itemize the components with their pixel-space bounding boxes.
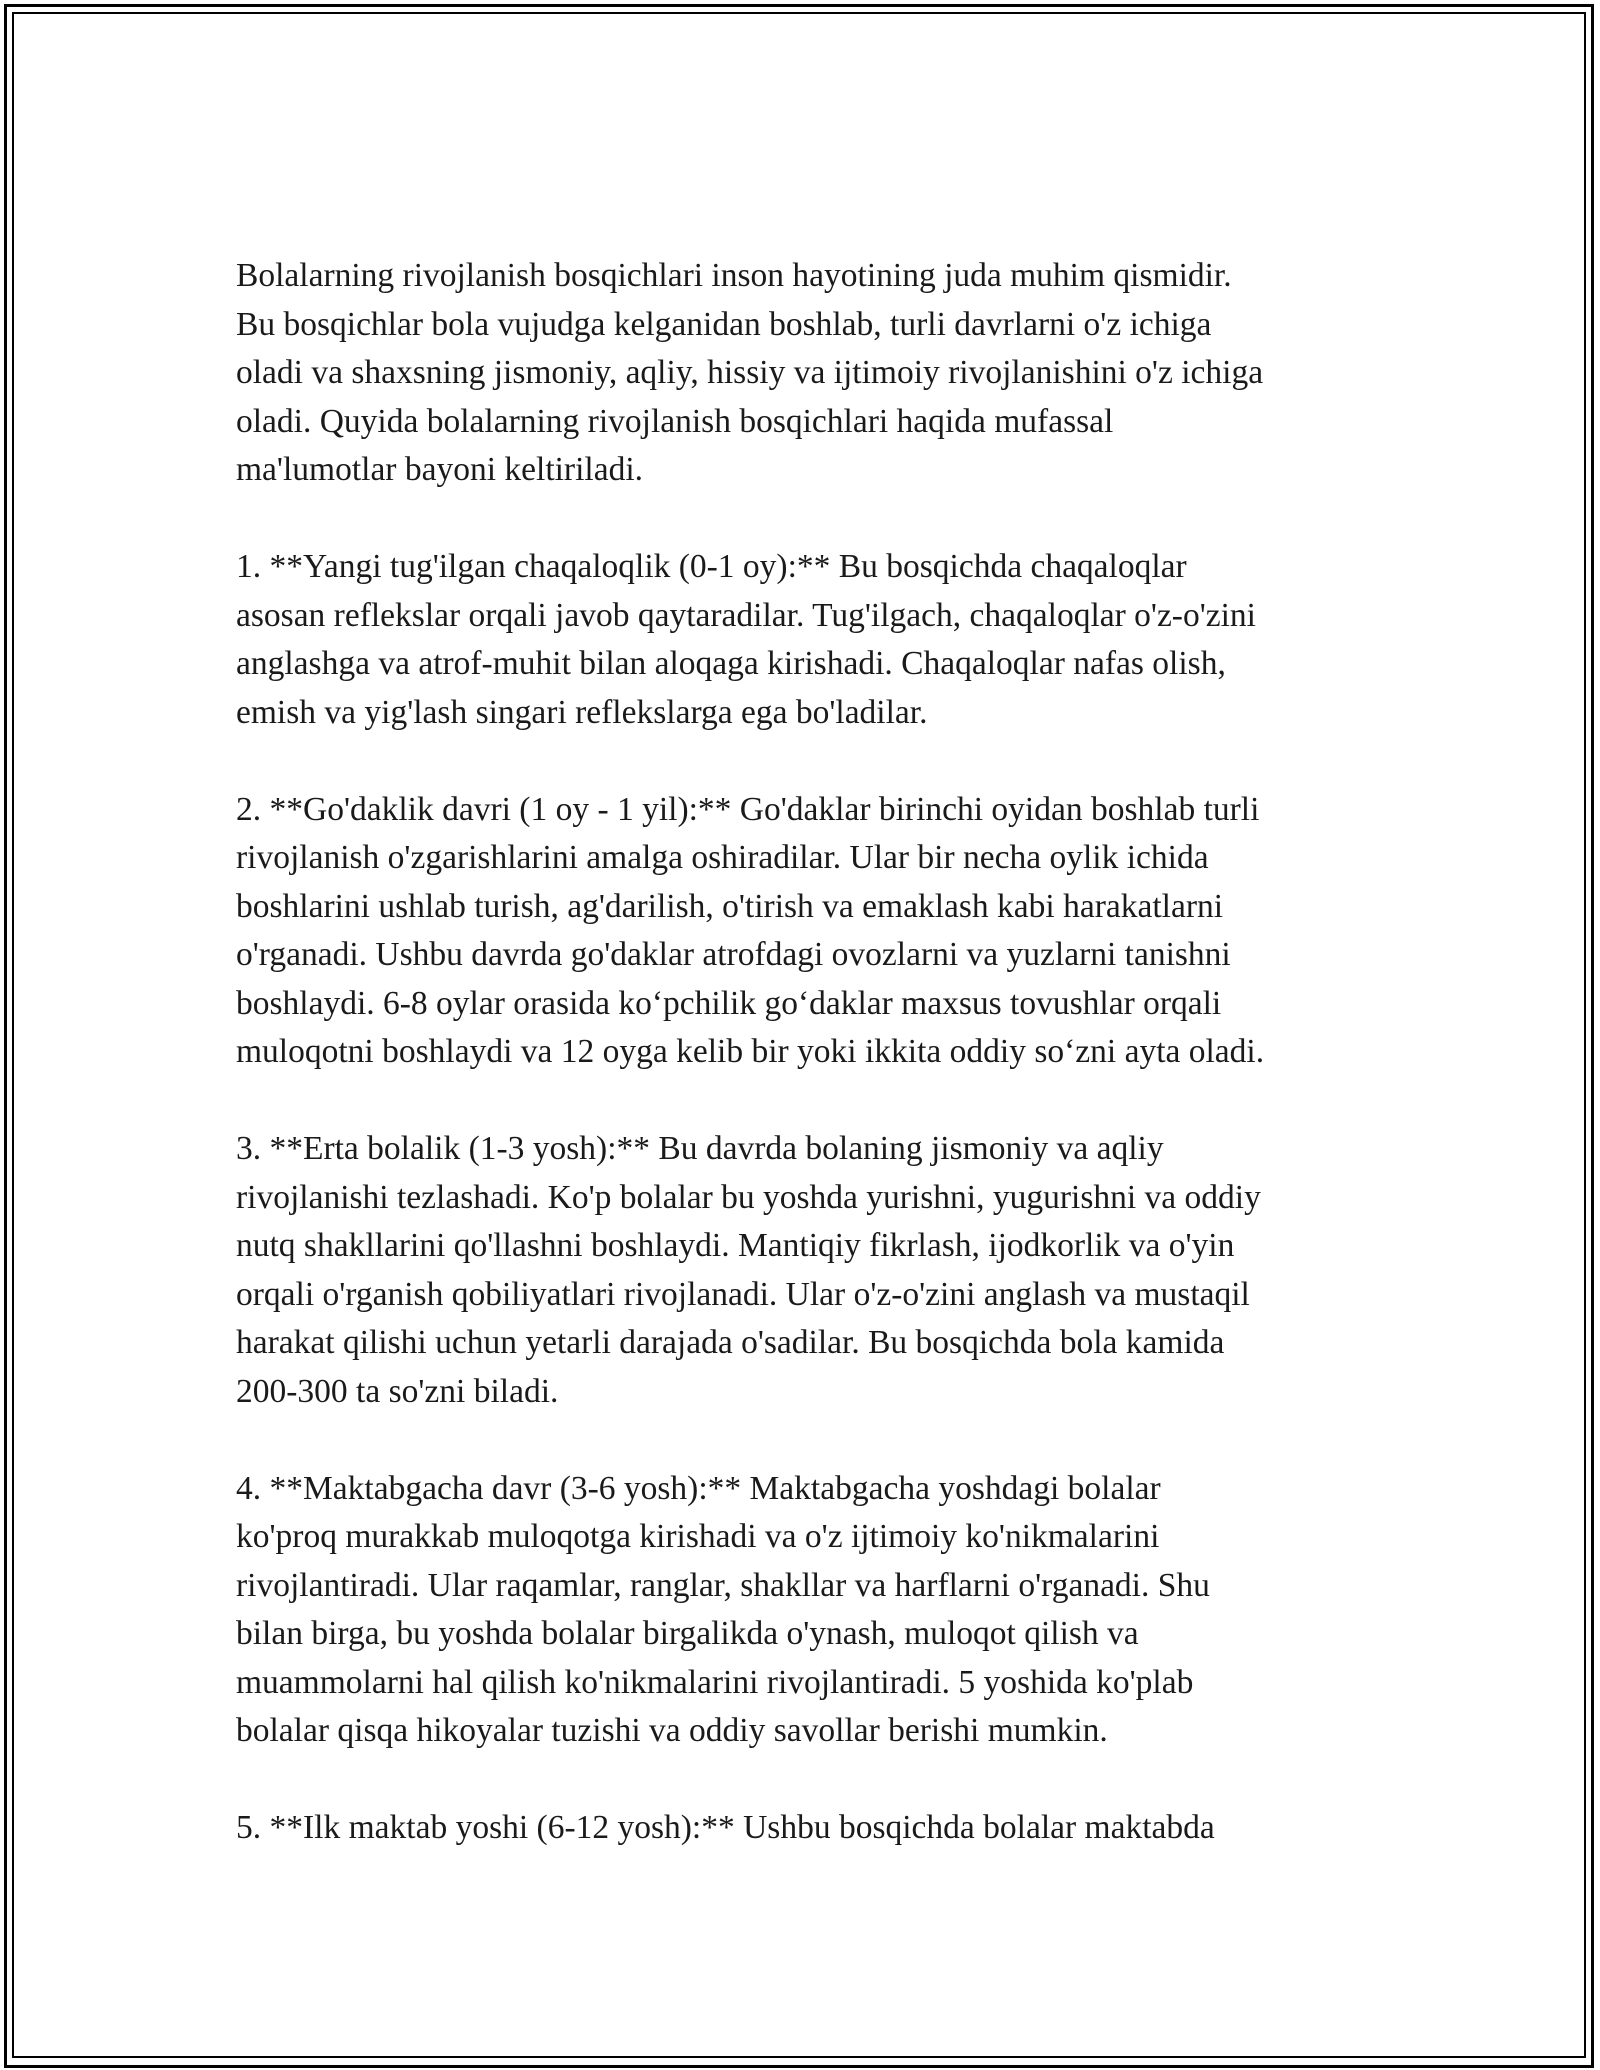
text-line: rivojlanishi tezlashadi. Ko'p bolalar bu yoshda yurishni, yugurishni va oddiy xyxy=(236,1178,1261,1216)
stage-4-paragraph xyxy=(236,1465,1416,1756)
text-line: oladi. Quyida bolalarning rivojlanish bosqichlari haqida mufassal xyxy=(236,402,1114,440)
stage-1-paragraph xyxy=(236,543,1416,737)
text-line: muloqotni boshlaydi va 12 oyga kelib bir yoki ikkita oddiy so‘zni ayta oladi. xyxy=(236,1033,1265,1070)
text-line: Bu bosqichlar bola vujudga kelganidan boshlab, turli davrlarni o'z ichiga xyxy=(236,305,1212,343)
text-line: rivojlantiradi. Ular raqamlar, ranglar, shakllar va harflarni o'rganadi. Shu xyxy=(236,1566,1210,1604)
text-line: emish va yig'lash singari reflekslarga ega bo'ladilar. xyxy=(236,693,928,731)
document-body xyxy=(236,252,1416,1901)
text-line: boshlaydi. 6-8 oylar orasida ko‘pchilik go‘daklar maxsus tovushlar orqali xyxy=(236,984,1222,1022)
text-line: rivojlanish o'zgarishlarini amalga oshiradilar. Ular bir necha oylik ichida xyxy=(236,839,1209,876)
text-line: muammolarni hal qilish ko'nikmalarini rivojlantiradi. 5 yoshida ko'plab xyxy=(236,1663,1194,1701)
text-line: boshlarini ushlab turish, ag'darilish, o'tirish va emaklash kabi harakatlarni xyxy=(236,887,1224,925)
text-line: bilan birga, bu yoshda bolalar birgalikda o'ynash, muloqot qilish va xyxy=(236,1615,1139,1652)
text-line: ma'lumotlar bayoni keltiriladi. xyxy=(236,451,644,488)
text-line: bolalar qisqa hikoyalar tuzishi va oddiy savollar berishi mumkin. xyxy=(236,1712,1108,1749)
text-line: anglashga va atrof-muhit bilan aloqaga kirishadi. Chaqaloqlar nafas olish, xyxy=(236,645,1226,682)
text-line: o'rganadi. Ushbu davrda go'daklar atrofdagi ovozlarni va yuzlarni tanishni xyxy=(236,936,1231,973)
text-line: 3. **Erta bolalik (1-3 yosh):** Bu davrda bolaning jismoniy va aqliy xyxy=(236,1130,1164,1167)
text-line: 4. **Maktabgacha davr (3-6 yosh):** Maktabgacha yoshdagi bolalar xyxy=(236,1469,1161,1507)
text-line: 200-300 ta so'zni biladi. xyxy=(236,1372,559,1410)
text-line: orqali o'rganish qobiliyatlari rivojlanadi. Ular o'z-o'zini anglash va mustaqil xyxy=(236,1275,1250,1313)
stage-5-paragraph xyxy=(236,1804,1416,1853)
text-line: oladi va shaxsning jismoniy, aqliy, hissiy va ijtimoiy rivojlanishini o'z ichiga xyxy=(236,354,1264,391)
text-line: Bolalarning rivojlanish bosqichlari inson hayotining juda muhim qismidir. xyxy=(236,257,1232,294)
text-line: 2. **Go'daklik davri (1 oy - 1 yil):** Go'daklar birinchi oyidan boshlab turli xyxy=(236,790,1260,828)
stage-2-paragraph xyxy=(236,786,1416,1077)
intro-paragraph xyxy=(236,252,1416,495)
text-line: ko'proq murakkab muloqotga kirishadi va o'z ijtimoiy ko'nikmalarini xyxy=(236,1518,1160,1555)
text-line: 1. **Yangi tug'ilgan chaqaloqlik (0-1 oy):** Bu bosqichda chaqaloqlar xyxy=(236,548,1187,585)
text-line: asosan reflekslar orqali javob qaytaradilar. Tug'ilgach, chaqaloqlar o'z-o'zini xyxy=(236,596,1256,634)
text-line: harakat qilishi uchun yetarli darajada o'sadilar. Bu bosqichda bola kamida xyxy=(236,1324,1225,1361)
text-line: 5. **Ilk maktab yoshi (6-12 yosh):** Ushbu bosqichda bolalar maktabda xyxy=(236,1809,1215,1846)
text-line: nutq shakllarini qo'llashni boshlaydi. Mantiqiy fikrlash, ijodkorlik va o'yin xyxy=(236,1227,1235,1264)
stage-3-paragraph xyxy=(236,1125,1416,1416)
